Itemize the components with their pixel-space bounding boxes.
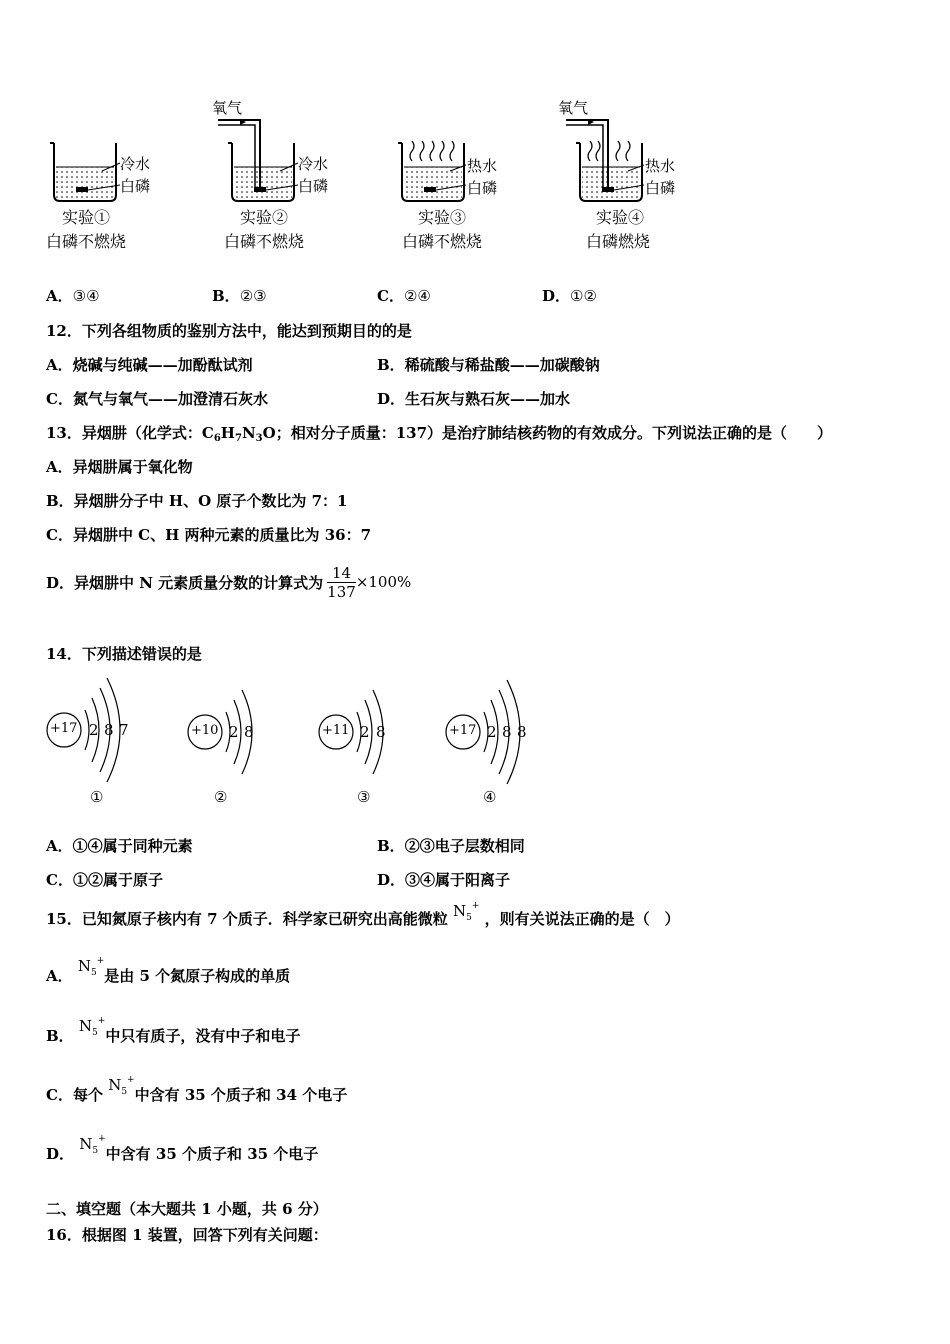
q14-option-a: A．①④属于同种元素 [46,837,193,855]
beaker-3 [398,141,466,201]
q15-option-b: B． $N_5^+$中只有质子，没有中子和电子 [46,1016,301,1045]
q14-stem: 14．下列描述错误的是 [46,645,202,663]
atom1-nucleus: +17 [50,721,78,736]
atom2-nucleus: +10 [191,723,219,738]
atom2-shell-1: 2 [229,723,239,741]
fraction: $\frac{14}{137}$ [327,563,356,601]
ion-n5-plus: $N_5^+$ [77,956,105,978]
atom2-label: ② [214,788,228,806]
atom1-label: ① [90,788,104,806]
exp3-title: 实验③ [418,208,467,227]
atom4-nucleus: +17 [449,723,477,738]
exp4-p-label: 白磷 [645,179,676,197]
q14-option-c: C．①②属于原子 [46,871,163,889]
ion-n5-plus: $N_5^+$ [78,1016,106,1038]
q15-option-a: A． $N_5^+$是由 5 个氮原子构成的单质 [46,956,291,985]
q12-option-b: B．稀硫酸与稀盐酸——加碳酸钠 [377,356,600,374]
beaker-4 [566,119,644,201]
atom1-shell-3: 7 [119,721,129,739]
atom3-nucleus: +11 [322,723,350,738]
q11-option-b: B．②③ [212,287,267,305]
q13-stem: 13．异烟肼（化学式：$C_6H_7N_3O$；相对分子质量：137）是治疗肺结核药物的有效成分。下列说法正确的是（ ） [46,424,833,444]
experiment-figure [40,95,740,255]
atom2-shell-2: 8 [244,723,254,741]
exp4-water-label: 热水 [645,157,676,175]
atom3-shell-2: 8 [376,723,386,741]
q13-option-c: C．异烟肼中 C、H 两种元素的质量比为 36：7 [46,526,372,544]
q12-option-a: A．烧碱与纯碱——加酚酞试剂 [46,356,253,374]
exp4-result: 白磷燃烧 [586,232,651,251]
atom4-shell-2: 8 [502,723,512,741]
exp1-title: 实验① [62,208,111,227]
atom-diagrams [40,670,560,815]
exp1-p-label: 白磷 [120,177,151,195]
beaker-1 [50,143,120,201]
exp3-water-label: 热水 [467,157,498,175]
ion-n5-plus: $N_5^+$ [108,1075,135,1097]
atom4-label: ④ [483,788,497,806]
beaker-2 [218,119,298,201]
exp3-p-label: 白磷 [467,179,498,197]
q12-option-c: C．氮气与氧气——加澄清石灰水 [46,390,268,408]
exp4-title: 实验④ [596,208,645,227]
q12-stem: 12．下列各组物质的鉴别方法中，能达到预期目的的是 [46,322,412,340]
q15-stem: 15．已知氮原子核内有 7 个质子．科学家已研究出高能微粒 $N_5^+$ ，则有关说法正确的是（ ） [46,901,680,928]
exp3-result: 白磷不燃烧 [402,232,483,251]
atom3-label: ③ [357,788,371,806]
q16-stem: 16．根据图 1 装置，回答下列有关问题： [46,1226,328,1244]
q12-option-d: D．生石灰与熟石灰——加水 [377,390,571,408]
exp2-p-label: 白磷 [298,177,329,195]
ion-n5-plus: $N_5^+$ [453,901,480,923]
exp1-result: 白磷不燃烧 [46,232,127,251]
exp2-result: 白磷不燃烧 [224,232,305,251]
atom-structure-diagram [40,670,560,815]
q14-option-d: D．③④属于阳离子 [377,871,511,889]
q11-option-a: A．③④ [46,287,100,305]
atom1-shell-1: 2 [89,721,99,739]
atom4-shell-3: 8 [517,723,527,741]
ion-n5-plus: $N_5^+$ [79,1134,106,1156]
atom4-shell-1: 2 [487,723,497,741]
q13-option-d: D．异烟肼中 N 元素质量分数的计算式为 $\frac{14}{137}$ ×100% [46,563,412,601]
q11-option-c: C．②④ [377,287,431,305]
exp2-gas-label: 氧气 [212,99,243,117]
exp2-water-label: 冷水 [298,155,329,173]
q11-option-d: D．①② [542,287,597,305]
q13-option-a: A．异烟肼属于氧化物 [46,458,193,476]
atom1-shell-2: 8 [104,721,114,739]
exp4-gas-label: 氧气 [558,99,589,117]
q15-option-d: D． $N_5^+$中含有 35 个质子和 35 个电子 [46,1134,319,1163]
exp2-title: 实验② [240,208,289,227]
section-heading: 二、填空题（本大题共 1 小题，共 6 分） [46,1200,328,1218]
q15-option-c: C．每个 $N_5^+$中含有 35 个质子和 34 个电子 [46,1075,348,1104]
q14-option-b: B．②③电子层数相同 [377,837,525,855]
atom3-shell-1: 2 [360,723,370,741]
q13-option-b: B．异烟肼分子中 H、O 原子个数比为 7：1 [46,492,348,510]
exp1-water-label: 冷水 [120,155,151,173]
